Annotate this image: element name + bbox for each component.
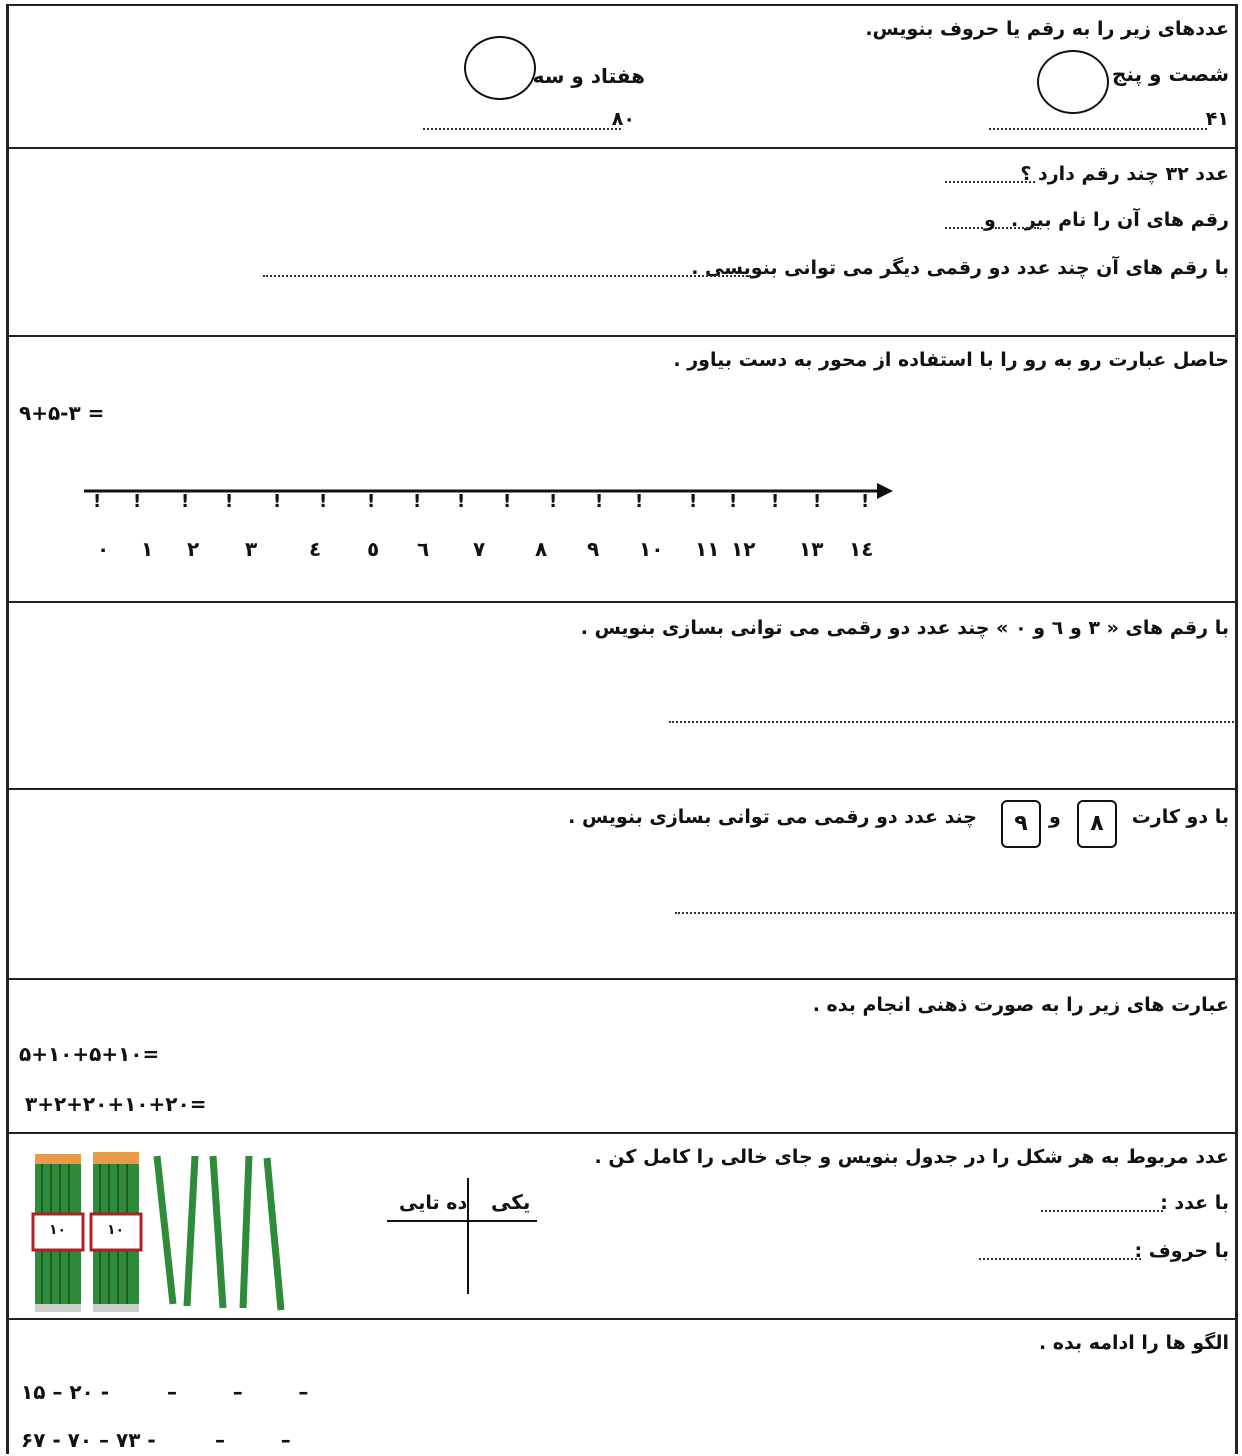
worksheet [6, 4, 1238, 1454]
section-patterns [9, 1320, 1235, 1456]
section-number-line [9, 337, 1235, 603]
pencils-illustration [29, 1144, 291, 1316]
number-line-label: ٢ [187, 537, 200, 561]
number-line-tick: ! [181, 491, 190, 512]
q7-with-number: با عدد : [1160, 1192, 1229, 1214]
number-line [69, 477, 909, 517]
q2-and: و [984, 209, 996, 231]
answer-circle-b[interactable] [464, 36, 536, 100]
number-line-tick: ! [367, 491, 376, 512]
number-line-tick: ! [93, 491, 102, 512]
q8-pattern1: ۱۵ – ۲۰ - [21, 1380, 110, 1404]
number-line-label: ٩ [587, 537, 600, 561]
number-line-label: ٣ [245, 537, 258, 561]
number-line-tick: ! [549, 491, 558, 512]
section-write-numbers [9, 6, 1235, 149]
number-line-tick: ! [413, 491, 422, 512]
number-line-label: ٧ [473, 537, 486, 561]
number-line-tick: ! [861, 491, 870, 512]
place-value-table-hline [387, 1220, 537, 1222]
q8-instruction: الگو ها را ادامه بده . [1038, 1332, 1229, 1354]
table-header-ones: یکی [491, 1190, 531, 1214]
q2-answer-line3[interactable] [263, 275, 751, 277]
q5-prefix: با دو کارت [1131, 806, 1229, 828]
number-line-tick: ! [813, 491, 822, 512]
bundle-label-1: ۱۰ [49, 1222, 67, 1238]
number-line-label: ٤ [309, 537, 322, 561]
number-line-label: ١١ [695, 537, 720, 561]
number-line-label: ١٢ [731, 537, 756, 561]
number-line-tick: ! [273, 491, 282, 512]
place-value-table-vline [467, 1178, 469, 1294]
number-line-tick: ! [503, 491, 512, 512]
q6-expr1: ۵+۱۰+۵+۱۰= [19, 1042, 160, 1066]
q1-number-d: ۸۰ [611, 108, 635, 130]
q5-answer-line[interactable] [675, 912, 1235, 914]
q7-instruction: عدد مربوط به هر شکل را در جدول بنویس و جای خالی را کامل کن . [594, 1146, 1229, 1168]
number-line-tick: ! [729, 491, 738, 512]
number-line-tick: ! [457, 491, 466, 512]
q1-words-b: هفتاد و سه [532, 64, 645, 88]
q1-words-a: شصت و پنج [1112, 62, 1229, 86]
number-line-label: ٨ [535, 537, 548, 561]
q2-answer-line2a[interactable] [995, 227, 1039, 229]
number-line-label: ٥ [367, 537, 380, 561]
card-9: ۹ [1001, 800, 1041, 848]
section-pencils-place-value [9, 1134, 1235, 1320]
number-line-tick: ! [225, 491, 234, 512]
q5-and: و [1049, 806, 1061, 828]
number-line-tick: ! [635, 491, 644, 512]
q5-suffix: چند عدد دو رقمی می توانی بسازی بنویس . [568, 806, 977, 828]
number-line-tick: ! [771, 491, 780, 512]
q2-line2: رقم های آن را نام ببر . [1011, 209, 1229, 231]
section-number-32 [9, 149, 1235, 337]
q4-instruction: با رقم های « ۳ و ٦ و ٠ » چند عدد دو رقمی می توانی بسازی بنویس . [580, 617, 1229, 639]
q8-pattern2-blanks: – – [215, 1428, 291, 1452]
q6-instruction: عبارت های زیر را به صورت ذهنی انجام بده . [812, 994, 1229, 1016]
q7-with-words: با حروف : [1134, 1240, 1229, 1262]
number-line-tick: ! [595, 491, 604, 512]
number-line-label: ٠ [97, 537, 110, 561]
number-line-arrow [877, 483, 893, 499]
number-line-tick: ! [319, 491, 328, 512]
number-line-tick: ! [133, 491, 142, 512]
q2-line3: با رقم های آن چند عدد دو رقمی دیگر می توانی بنویسی . [691, 257, 1229, 279]
q4-answer-line[interactable] [669, 721, 1234, 723]
q6-expr2: ۳+۲+۲۰+۱۰+۲۰= [25, 1092, 207, 1116]
q1-answer-line-d[interactable] [423, 128, 621, 130]
q1-answer-line-c[interactable] [989, 128, 1207, 130]
q2-answer-line2b[interactable] [945, 227, 983, 229]
q7-answer-words[interactable] [979, 1258, 1141, 1260]
number-line-label: ١٤ [849, 537, 874, 561]
q2-line1: عدد ۳۲ چند رقم دارد ؟ [1020, 163, 1229, 185]
number-line-label: ١٠ [639, 537, 664, 561]
q2-answer-line1[interactable] [945, 181, 1035, 183]
q8-pattern2: ۶۷ - ۷۰ – ۷۳ - [21, 1428, 156, 1452]
card-8: ۸ [1077, 800, 1117, 848]
answer-circle-a[interactable] [1037, 50, 1109, 114]
q8-pattern1-blanks: – – – [167, 1380, 309, 1404]
number-line-label: ١٣ [799, 537, 824, 561]
q7-answer-number[interactable] [1041, 1210, 1163, 1212]
q1-number-c: ۴۱ [1205, 108, 1229, 130]
section-two-cards [9, 790, 1235, 980]
q3-expression: ۹+۵-۳ = [19, 401, 105, 425]
single-pencils [157, 1156, 281, 1310]
section-mental-math [9, 980, 1235, 1134]
q1-instruction: عددهای زیر را به رقم یا حروف بنویس. [865, 18, 1229, 40]
number-line-label: ١ [141, 537, 154, 561]
number-line-label: ٦ [417, 537, 430, 561]
bundle-label-2: ۱۰ [107, 1222, 125, 1238]
number-line-tick: ! [689, 491, 698, 512]
q3-instruction: حاصل عبارت رو به رو را با استفاده از محور به دست بیاور . [673, 349, 1229, 371]
table-header-tens: ده تایی [399, 1192, 468, 1214]
section-digits-306 [9, 603, 1235, 790]
